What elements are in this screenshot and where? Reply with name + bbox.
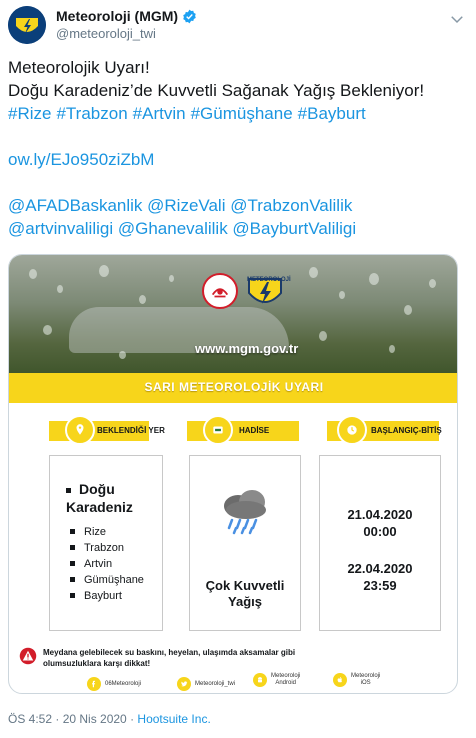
column-header-time (337, 419, 447, 443)
region-name (66, 480, 133, 516)
twitter-icon (177, 677, 191, 691)
list-item: Rize (70, 524, 144, 540)
event-box (189, 455, 301, 631)
warning-line: olumsuzluklara karşı dikkat! (43, 659, 151, 668)
hashtag-link[interactable]: #Rize (8, 104, 52, 123)
tweet-timestamp[interactable]: ÖS 4:52 · 20 Nis 2020 · (8, 712, 138, 726)
twitter-handle: Meteoroloji_twi (195, 681, 236, 687)
event-name (190, 578, 300, 610)
column-label: BAŞLANGIÇ-BİTİŞ (371, 426, 442, 435)
apple-icon (333, 673, 347, 687)
android-item (253, 673, 300, 687)
start-date: 21.04.2020 (347, 507, 413, 522)
end-time: 23:59 (363, 578, 397, 593)
twitter-item (177, 677, 235, 691)
short-link[interactable]: ow.ly/EJo950ziZbM (8, 150, 155, 169)
start-time: 00:00 (363, 524, 397, 539)
event-line: Yağış (228, 594, 262, 609)
column-label: HADİSE (239, 426, 270, 435)
hashtag-row (8, 102, 470, 125)
start-datetime (320, 506, 440, 540)
website-label: www.mgm.gov.tr (195, 341, 299, 356)
account-handle[interactable]: @meteoroloji_twi (56, 26, 156, 41)
column-header-event (203, 419, 303, 443)
column-label: BEKLENDİĞİ YER (97, 426, 165, 435)
name-row (56, 8, 197, 24)
list-item: Trabzon (70, 540, 144, 556)
weather-board-icon (203, 415, 233, 445)
event-line: Çok Kuvvetli (205, 578, 285, 593)
tweet-source[interactable]: Hootsuite Inc. (137, 712, 211, 726)
warning-line: Meydana gelebilecek su baskını, heyelan, ulaşımda aksamalar gibi (43, 648, 296, 657)
city-list (70, 524, 144, 604)
facebook-item (87, 677, 141, 691)
list-item: Bayburt (70, 588, 144, 604)
yellow-warning-banner (9, 373, 458, 403)
tweet-line-headline: Doğu Karadeniz’de Kuvvetli Sağanak Yağış Bekleniyor! (8, 81, 425, 100)
social-footer (9, 673, 458, 694)
location-pin-icon (65, 415, 95, 445)
hashtag-link[interactable]: #Artvin (132, 104, 186, 123)
warning-text (43, 647, 443, 669)
tweet-meta (8, 712, 211, 726)
mentions-line-1[interactable]: @AFADBaskanlik @RizeVali @TrabzonValilik (8, 196, 353, 215)
end-datetime (320, 560, 440, 594)
end-date: 22.04.2020 (347, 561, 413, 576)
tweet-line-title: Meteorolojik Uyarı! (8, 58, 150, 77)
hashtag-link[interactable]: #Bayburt (297, 104, 366, 123)
facebook-handle: 06Meteoroloji (105, 681, 142, 687)
region-line: Karadeniz (66, 499, 133, 515)
tweet-text (8, 56, 470, 240)
banner-title: SARI METEOROLOJİK UYARI (144, 380, 324, 394)
region-line: Doğu (79, 481, 115, 497)
clock-icon (337, 415, 367, 445)
display-name[interactable]: Meteoroloji (MGM) (56, 8, 179, 24)
facebook-icon (87, 677, 101, 691)
chevron-down-icon[interactable] (448, 10, 466, 28)
android-label (271, 673, 300, 687)
android-line: Android (275, 680, 297, 686)
ios-line: iOS (360, 680, 371, 686)
list-item: Artvin (70, 556, 144, 572)
rain-cloud-icon (216, 486, 276, 536)
column-header-location (65, 419, 165, 443)
logo-caption: METEOROLOJİ (247, 277, 291, 283)
account-avatar[interactable] (8, 6, 46, 44)
android-icon (253, 673, 267, 687)
rain-photo (9, 255, 458, 373)
warning-image-card[interactable] (8, 254, 458, 694)
ios-label (351, 673, 380, 687)
ios-line: Meteoroloji (351, 673, 381, 679)
mgm-logo-icon (8, 6, 46, 44)
android-line: Meteoroloji (271, 673, 301, 679)
hashtag-link[interactable]: #Trabzon (56, 104, 128, 123)
time-box (319, 455, 441, 631)
hashtag-link[interactable]: #Gümüşhane (190, 104, 293, 123)
ministry-logo-icon (202, 273, 238, 309)
ios-item (333, 673, 380, 687)
warning-icon (19, 647, 37, 665)
list-item: Gümüşhane (70, 572, 144, 588)
tweet-header (8, 6, 468, 46)
verified-badge-icon (182, 9, 197, 24)
spacer (8, 171, 470, 194)
mentions-line-2[interactable]: @artvinvaliligi @Ghanevalilik @BayburtValiligi (8, 219, 357, 238)
location-box (49, 455, 163, 631)
spacer (8, 125, 470, 148)
